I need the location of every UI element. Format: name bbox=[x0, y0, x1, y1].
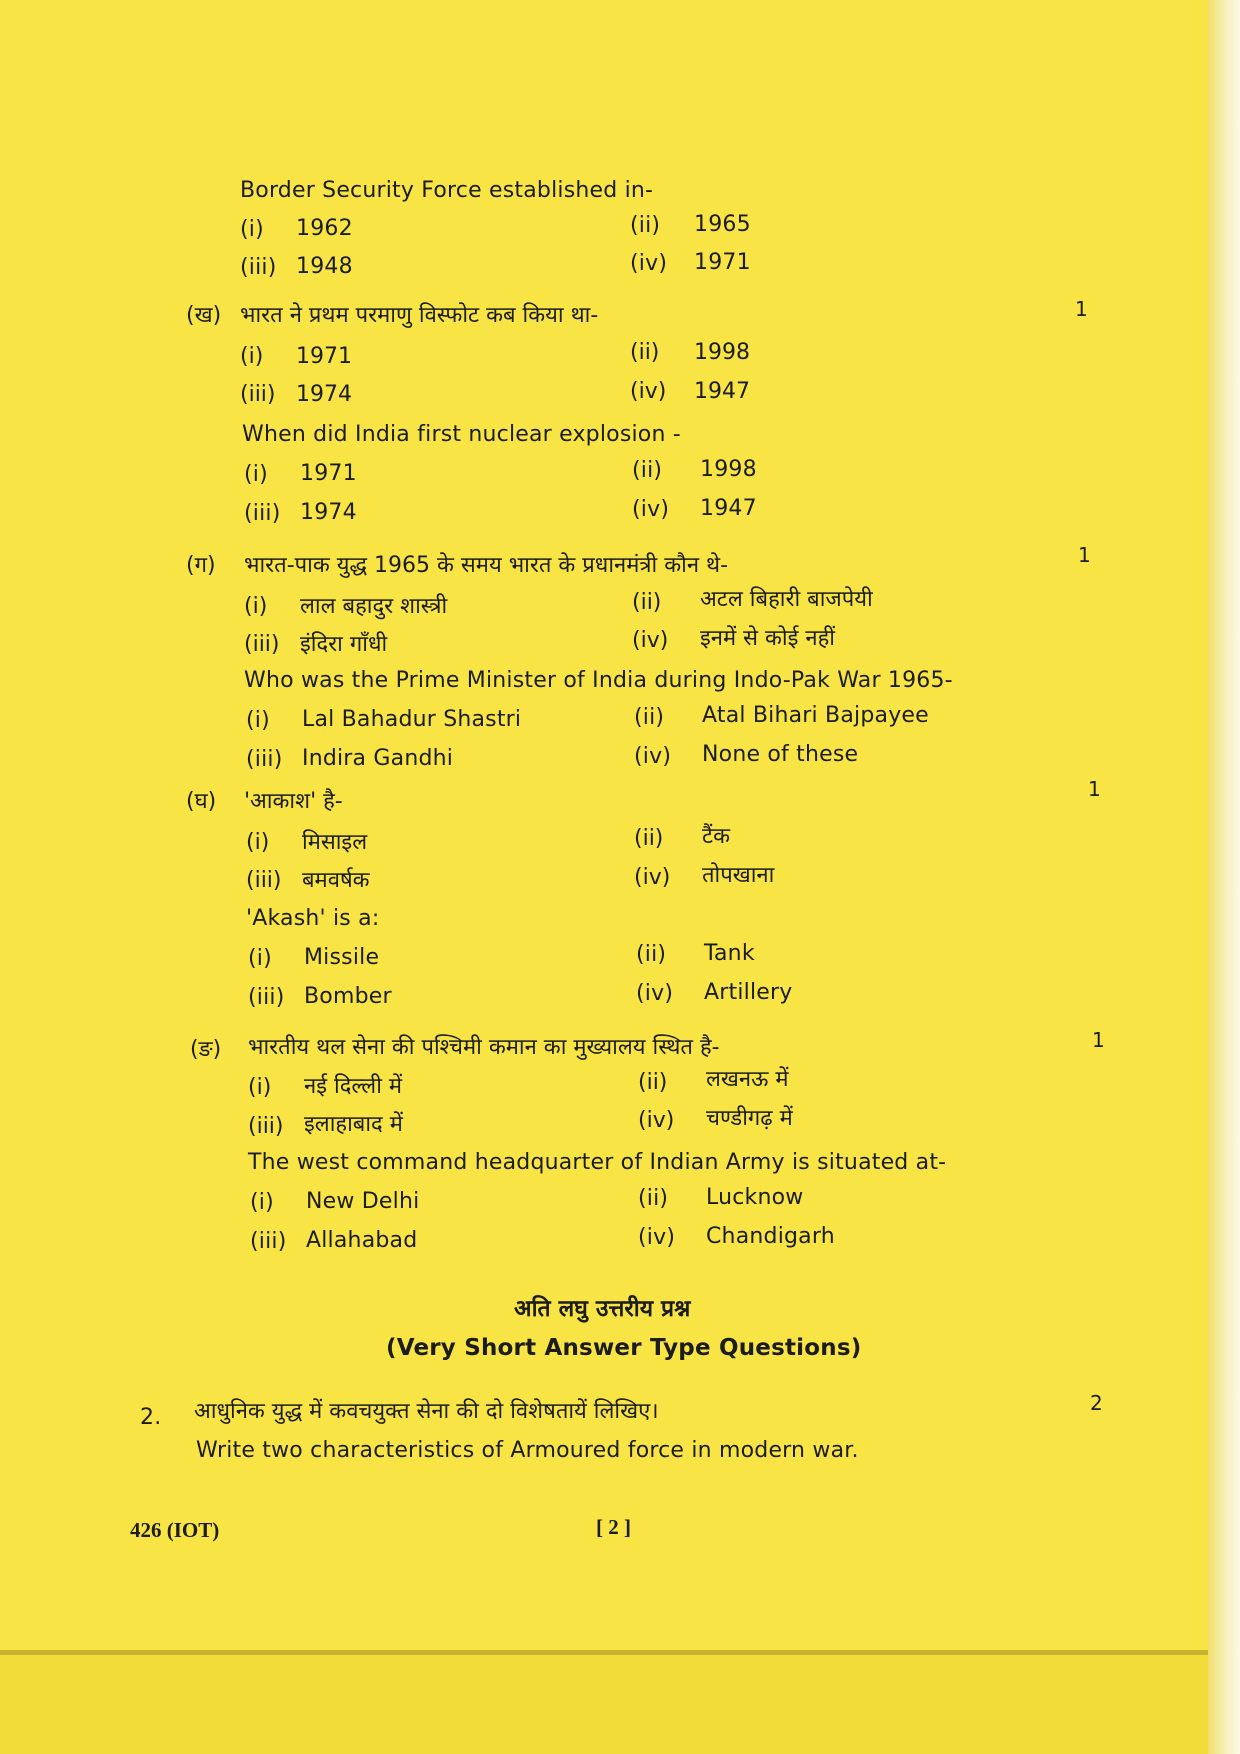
option-label: (iv) bbox=[630, 379, 667, 404]
option-value: नई दिल्ली में bbox=[304, 1074, 403, 1099]
option-value: 1971 bbox=[694, 250, 751, 275]
option-label: (iv) bbox=[634, 865, 671, 890]
option-label: (iii) bbox=[244, 632, 280, 657]
question-text: आधुनिक युद्ध में कवचयुक्त सेना की दो विशेषतायें लिखिए। bbox=[194, 1399, 659, 1424]
option-value: 1947 bbox=[700, 496, 757, 521]
option-value: चण्डीगढ़ में bbox=[706, 1106, 793, 1131]
option-label: (ii) bbox=[636, 942, 667, 967]
section-title-english: (Very Short Answer Type Questions) bbox=[386, 1335, 862, 1361]
option-value: Missile bbox=[304, 945, 380, 970]
question-text: The west command headquarter of Indian Army is situated at- bbox=[248, 1150, 947, 1175]
option-label: (iii) bbox=[248, 985, 285, 1010]
option-value: तोपखाना bbox=[702, 863, 775, 888]
option-value: मिसाइल bbox=[302, 830, 368, 855]
question-label: (ख) bbox=[186, 303, 222, 328]
marks: 1 bbox=[1075, 297, 1088, 321]
question-text: 'Akash' is a: bbox=[246, 906, 380, 931]
option-value: लखनऊ में bbox=[706, 1067, 789, 1092]
option-label: (ii) bbox=[638, 1186, 669, 1211]
option-label: (iv) bbox=[632, 628, 669, 653]
option-label: (ii) bbox=[634, 826, 664, 851]
question-label: (ङ) bbox=[190, 1037, 222, 1062]
option-value: 1947 bbox=[694, 379, 750, 404]
option-label: (i) bbox=[240, 344, 264, 369]
option-value: 1962 bbox=[296, 216, 353, 241]
option-value: 1974 bbox=[300, 500, 357, 525]
option-label: (ii) bbox=[632, 458, 663, 483]
option-label: (i) bbox=[246, 830, 270, 855]
option-label: (ii) bbox=[634, 705, 665, 730]
question-text: भारतीय थल सेना की पश्चिमी कमान का मुख्यालय स्थित है- bbox=[248, 1035, 720, 1060]
question-label: (ग) bbox=[186, 553, 216, 578]
option-label: (iii) bbox=[240, 255, 277, 280]
option-value: New Delhi bbox=[306, 1189, 420, 1214]
option-label: (ii) bbox=[632, 590, 662, 615]
option-value: बमवर्षक bbox=[302, 868, 370, 893]
option-label: (i) bbox=[244, 594, 268, 619]
option-value: इनमें से कोई नहीं bbox=[700, 626, 836, 651]
marks: 2 bbox=[1090, 1391, 1103, 1415]
option-value: टैंक bbox=[702, 824, 730, 849]
option-value: 1998 bbox=[700, 457, 757, 482]
option-value: 1974 bbox=[296, 382, 352, 407]
page-number: [ 2 ] bbox=[596, 1515, 631, 1539]
option-value: 1948 bbox=[296, 254, 353, 279]
option-value: Bomber bbox=[304, 984, 392, 1009]
option-label: (ii) bbox=[630, 340, 660, 365]
question-text: Who was the Prime Minister of India during Indo-Pak War 1965- bbox=[244, 668, 953, 693]
option-label: (i) bbox=[244, 462, 268, 487]
option-label: (iii) bbox=[246, 747, 283, 772]
question-number: 2. bbox=[140, 1405, 162, 1430]
option-label: (i) bbox=[246, 708, 270, 733]
option-value: None of these bbox=[702, 742, 859, 767]
option-label: (iv) bbox=[634, 744, 672, 769]
option-value: 1998 bbox=[694, 340, 750, 365]
option-value: 1965 bbox=[694, 212, 751, 237]
option-label: (iii) bbox=[248, 1114, 284, 1139]
option-value: 1971 bbox=[300, 461, 357, 486]
option-value: इलाहाबाद में bbox=[304, 1112, 403, 1137]
page-edge bbox=[1208, 0, 1240, 1754]
option-value: 1971 bbox=[296, 344, 352, 369]
option-label: (ii) bbox=[630, 213, 661, 238]
paper-code: 426 (IOT) bbox=[130, 1518, 220, 1542]
option-label: (iv) bbox=[638, 1225, 676, 1250]
option-value: इंदिरा गाँधी bbox=[300, 632, 388, 657]
question-text: Write two characteristics of Armoured force in modern war. bbox=[196, 1438, 859, 1463]
option-label: (iv) bbox=[630, 251, 668, 276]
option-label: (i) bbox=[248, 946, 272, 971]
section-title-hindi: अति लघु उत्तरीय प्रश्न bbox=[514, 1296, 691, 1322]
option-value: Chandigarh bbox=[706, 1224, 835, 1249]
page-bottom-edge bbox=[0, 1650, 1208, 1754]
option-label: (iv) bbox=[632, 497, 670, 522]
question-text: When did India first nuclear explosion - bbox=[242, 422, 681, 447]
option-label: (iii) bbox=[240, 382, 276, 407]
question-text: Border Security Force established in- bbox=[240, 178, 654, 203]
marks: 1 bbox=[1088, 777, 1101, 801]
option-value: Tank bbox=[704, 941, 755, 966]
option-label: (iv) bbox=[638, 1108, 675, 1133]
option-value: Indira Gandhi bbox=[302, 746, 454, 771]
question-text: 'आकाश' है- bbox=[244, 789, 343, 814]
question-text: भारत ने प्रथम परमाणु विस्फोट कब किया था- bbox=[240, 303, 599, 328]
option-value: Lal Bahadur Shastri bbox=[302, 707, 522, 732]
option-label: (iii) bbox=[250, 1229, 287, 1254]
option-label: (ii) bbox=[638, 1070, 668, 1095]
option-value: लाल बहादुर शास्त्री bbox=[300, 594, 448, 619]
option-label: (i) bbox=[240, 217, 264, 242]
option-value: Atal Bihari Bajpayee bbox=[702, 703, 929, 728]
marks: 1 bbox=[1078, 543, 1091, 567]
option-label: (i) bbox=[248, 1075, 272, 1100]
option-label: (iii) bbox=[246, 868, 282, 893]
option-value: Lucknow bbox=[706, 1185, 804, 1210]
option-value: अटल बिहारी बाजपेयी bbox=[700, 587, 873, 612]
option-label: (iv) bbox=[636, 981, 674, 1006]
question-label: (घ) bbox=[186, 789, 217, 814]
marks: 1 bbox=[1092, 1028, 1105, 1052]
question-text: भारत-पाक युद्ध 1965 के समय भारत के प्रधानमंत्री कौन थे- bbox=[244, 553, 729, 578]
option-label: (iii) bbox=[244, 501, 281, 526]
option-label: (i) bbox=[250, 1190, 274, 1215]
option-value: Allahabad bbox=[306, 1228, 418, 1253]
option-value: Artillery bbox=[704, 980, 793, 1005]
